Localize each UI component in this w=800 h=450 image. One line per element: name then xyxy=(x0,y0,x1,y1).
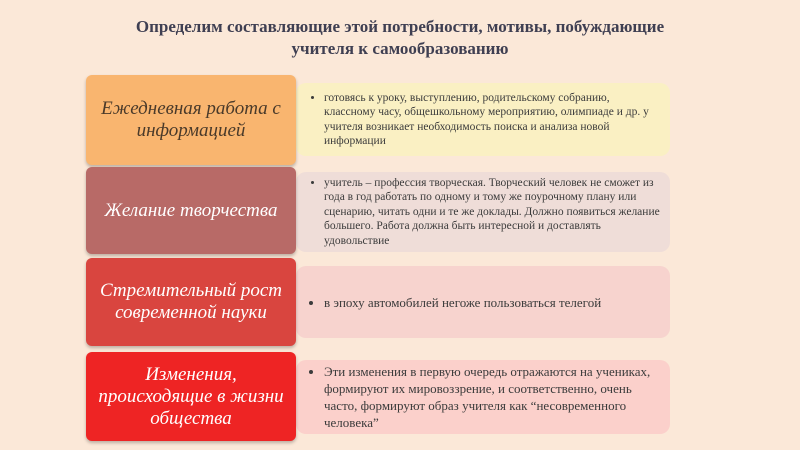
motive-description-bubble xyxy=(296,266,670,338)
motive-description-bubble xyxy=(296,83,670,156)
motive-description: • в эпоху автомобилей негоже пользоваться телегой xyxy=(324,294,601,311)
motive-description: • готовясь к уроку, выступлению, родительскому собранию, классному часу, общешкольному мероприятию, олимпиаде и др. у учителя возникает необходимость поиска и анализа новой информации xyxy=(324,91,660,149)
motive-description: • учитель – профессия творческая. Творческий человек не сможет из года в год работать по одному и тому же поурочному плану или сценарию, читать одни и те же доклады. Должно появиться желание большего. Работа должна быть интересной и доставлять удовольствие xyxy=(324,176,660,249)
slide-title-line-2: учителя к самообразованию xyxy=(291,39,509,58)
motive-heading-box xyxy=(86,258,296,346)
motive-description-bubble xyxy=(296,360,670,434)
motive-description-bubble xyxy=(296,172,670,252)
slide-title-line-1: Определим составляющие этой потребности, мотивы, побуждающие xyxy=(135,17,665,36)
motive-heading-box xyxy=(86,75,296,165)
motive-heading: Изменения, происходящие в жизни общества xyxy=(98,363,284,429)
slide-title xyxy=(70,16,730,60)
motive-heading-box xyxy=(86,352,296,441)
motive-row-science-growth xyxy=(86,258,670,346)
motive-description: • Эти изменения в первую очередь отражаются на учениках, формируют их мировоззрение, и соответственно, очень часто, формируют образ учителя как “несовременного человека” xyxy=(324,363,660,431)
motive-heading-box xyxy=(86,167,296,254)
motive-heading: Желание творчества xyxy=(104,199,278,221)
motive-heading: Ежедневная работа с информацией xyxy=(101,98,281,141)
motive-heading: Стремительный рост современной науки xyxy=(99,280,283,323)
motive-row-creativity xyxy=(86,167,670,254)
motive-row-daily-work xyxy=(86,75,670,165)
motive-row-society-changes xyxy=(86,352,670,441)
